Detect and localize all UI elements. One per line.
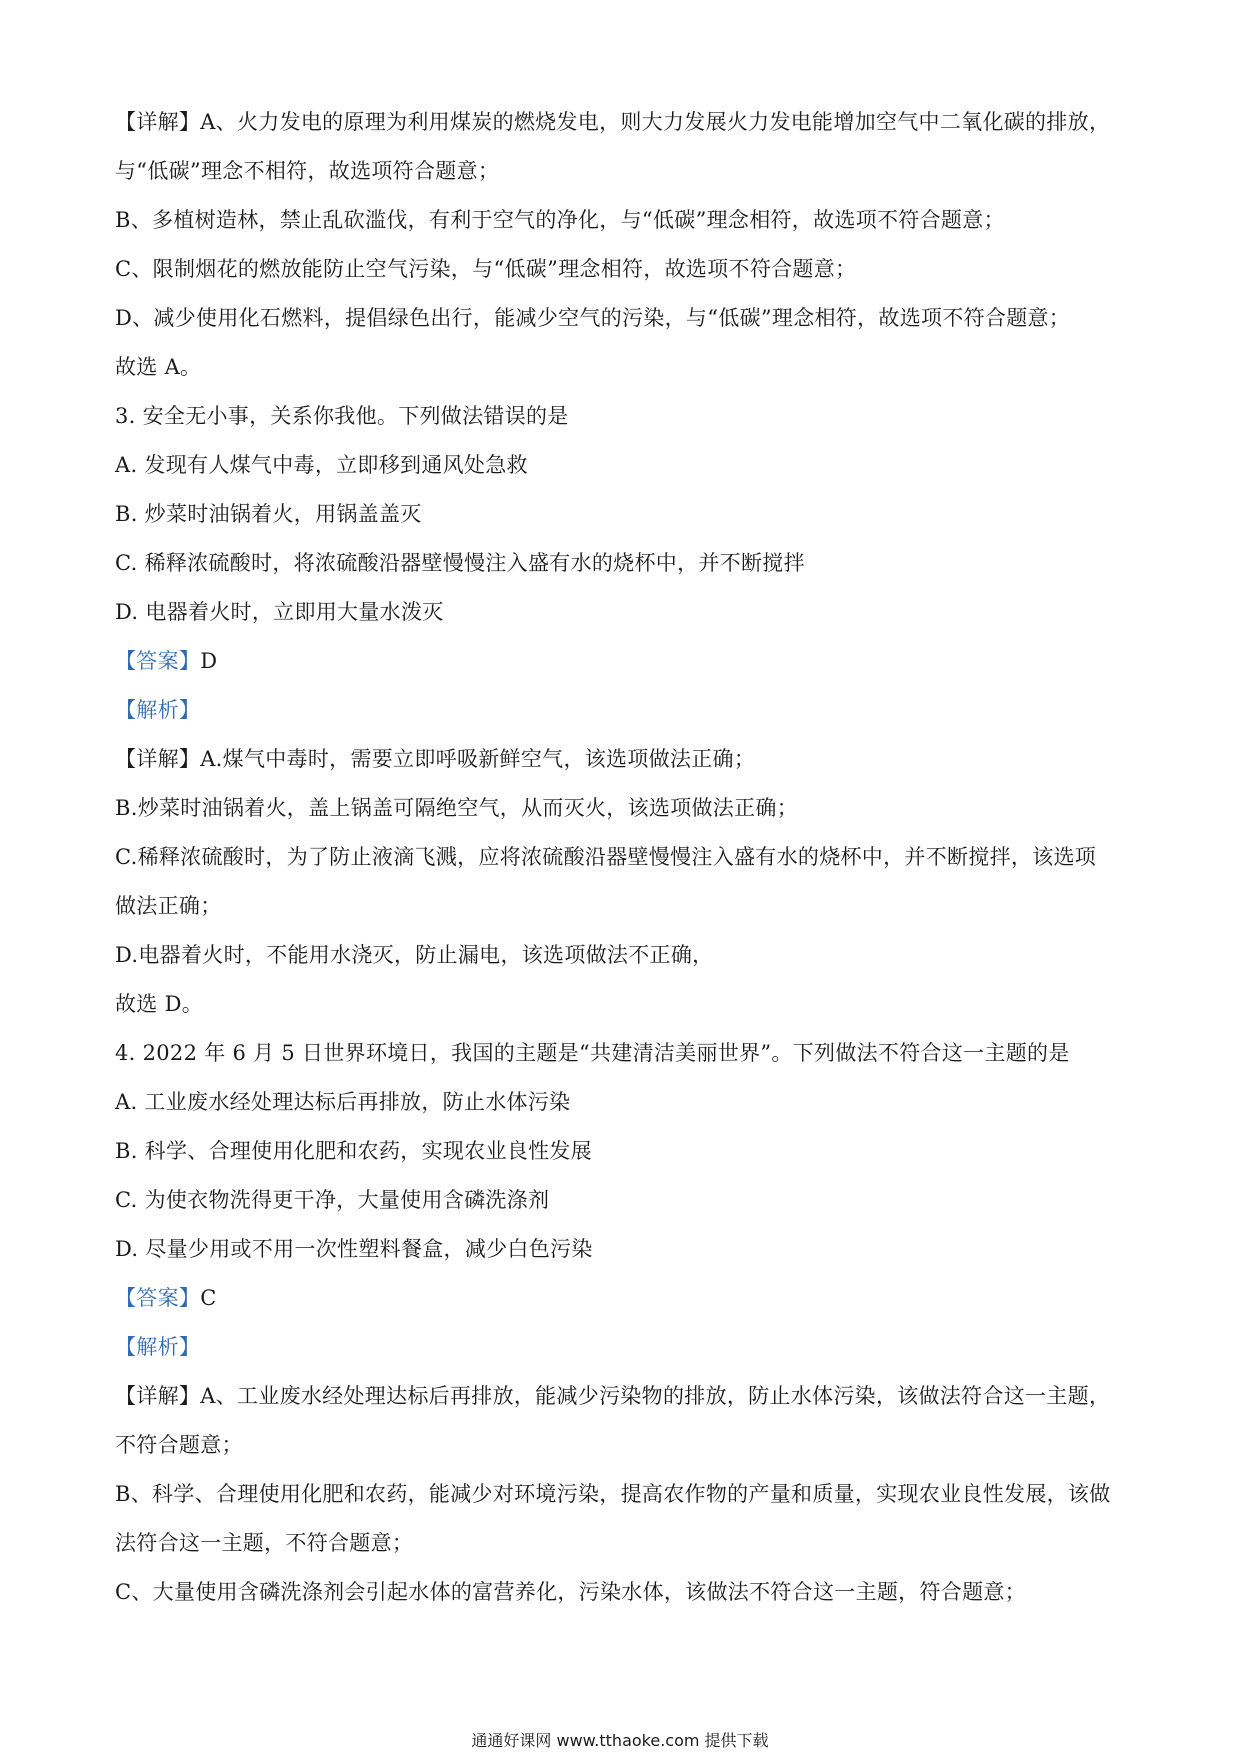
text-line [115,1323,1135,1372]
text-line [115,1176,1135,1225]
line-text: C [200,1286,217,1310]
text-line [115,735,1135,784]
text-line [115,1372,1135,1421]
line-text: C、限制烟花的燃放能防止空气污染，与“低碳”理念相符，故选项不符合题意； [115,257,857,281]
page-footer: 通通好课网 www.tthaoke.com 提供下载 [471,1731,769,1750]
text-line [115,686,1135,735]
text-line [115,1519,1135,1568]
text-line [115,147,1135,196]
line-text: D [200,649,218,673]
text-line [115,931,1135,980]
text-line [115,882,1135,931]
line-text: 【详解】A.煤气中毒时，需要立即呼吸新鲜空气，该选项做法正确； [115,747,756,771]
line-text: 法符合这一主题，不符合题意； [115,1531,414,1555]
line-text: D. 电器着火时，立即用大量水泼灭 [115,600,444,624]
line-text: A. 工业废水经处理达标后再排放，防止水体污染 [115,1090,571,1114]
text-line [115,490,1135,539]
text-line [115,392,1135,441]
line-text: D.电器着火时，不能用水浇灭，防止漏电，该选项做法不正确， [115,943,714,967]
text-line [115,784,1135,833]
text-line [115,343,1135,392]
text-line [115,441,1135,490]
line-text: C.稀释浓硫酸时，为了防止液滴飞溅，应将浓硫酸沿器壁慢慢注入盛有水的烧杯中，并不断搅拌，该选项 [115,845,1097,869]
text-line [115,196,1135,245]
text-line [115,980,1135,1029]
line-text: C. 为使衣物洗得更干净，大量使用含磷洗涤剂 [115,1188,550,1212]
text-line [115,833,1135,882]
line-text: D. 尽量少用或不用一次性塑料餐盒，减少白色污染 [115,1237,593,1261]
line-text: 不符合题意； [115,1433,243,1457]
text-line [115,588,1135,637]
text-line [115,1274,1135,1323]
line-text: B.炒菜时油锅着火，盖上锅盖可隔绝空气，从而灭火，该选项做法正确； [115,796,799,820]
line-text: A. 发现有人煤气中毒，立即移到通风处急救 [115,453,528,477]
line-text: 3. 安全无小事，关系你我他。下列做法错误的是 [115,404,569,428]
text-line [115,245,1135,294]
line-text: 【详解】A、工业废水经处理达标后再排放，能减少污染物的排放，防止水体污染，该做法符合这一主题， [115,1384,1111,1408]
line-text: 做法正确； [115,894,222,918]
text-line [115,1078,1135,1127]
line-text: 故选 A。 [115,355,202,379]
line-text: 【详解】A、火力发电的原理为利用煤炭的燃烧发电，则大力发展火力发电能增加空气中二氧化碳的排放， [115,110,1111,134]
section-tag: 【答案】 [115,649,201,673]
line-text: B、多植树造林，禁止乱砍滥伐，有利于空气的净化，与“低碳”理念相符，故选项不符合题意； [115,208,1005,232]
line-text: 4. 2022 年 6 月 5 日世界环境日，我国的主题是“共建清洁美丽世界”。下列做法不符合这一主题的是 [115,1041,1070,1065]
line-text: C. 稀释浓硫酸时，将浓硫酸沿器壁慢慢注入盛有水的烧杯中，并不断搅拌 [115,551,805,575]
text-line [115,1470,1135,1519]
section-tag: 【解析】 [115,698,201,722]
line-text: 与“低碳”理念不相符，故选项符合题意； [115,159,500,183]
text-line [115,1421,1135,1470]
text-line [115,1127,1135,1176]
line-text: 故选 D。 [115,992,204,1016]
text-line [115,1029,1135,1078]
document-body [115,98,1135,1617]
text-line [115,294,1135,343]
text-line [115,637,1135,686]
text-line [115,98,1135,147]
section-tag: 【答案】 [115,1286,201,1310]
text-line [115,1568,1135,1617]
line-text: C、大量使用含磷洗涤剂会引起水体的富营养化，污染水体，该做法不符合这一主题，符合题意； [115,1580,1026,1604]
text-line [115,539,1135,588]
line-text: B. 炒菜时油锅着火，用锅盖盖灭 [115,502,422,526]
section-tag: 【解析】 [115,1335,201,1359]
line-text: B. 科学、合理使用化肥和农药，实现农业良性发展 [115,1139,592,1163]
text-line [115,1225,1135,1274]
line-text: D、减少使用化石燃料，提倡绿色出行，能减少空气的污染，与“低碳”理念相符，故选项不符合题意； [115,306,1071,330]
line-text: B、科学、合理使用化肥和农药，能减少对环境污染，提高农作物的产量和质量，实现农业良性发展，该做 [115,1482,1111,1506]
